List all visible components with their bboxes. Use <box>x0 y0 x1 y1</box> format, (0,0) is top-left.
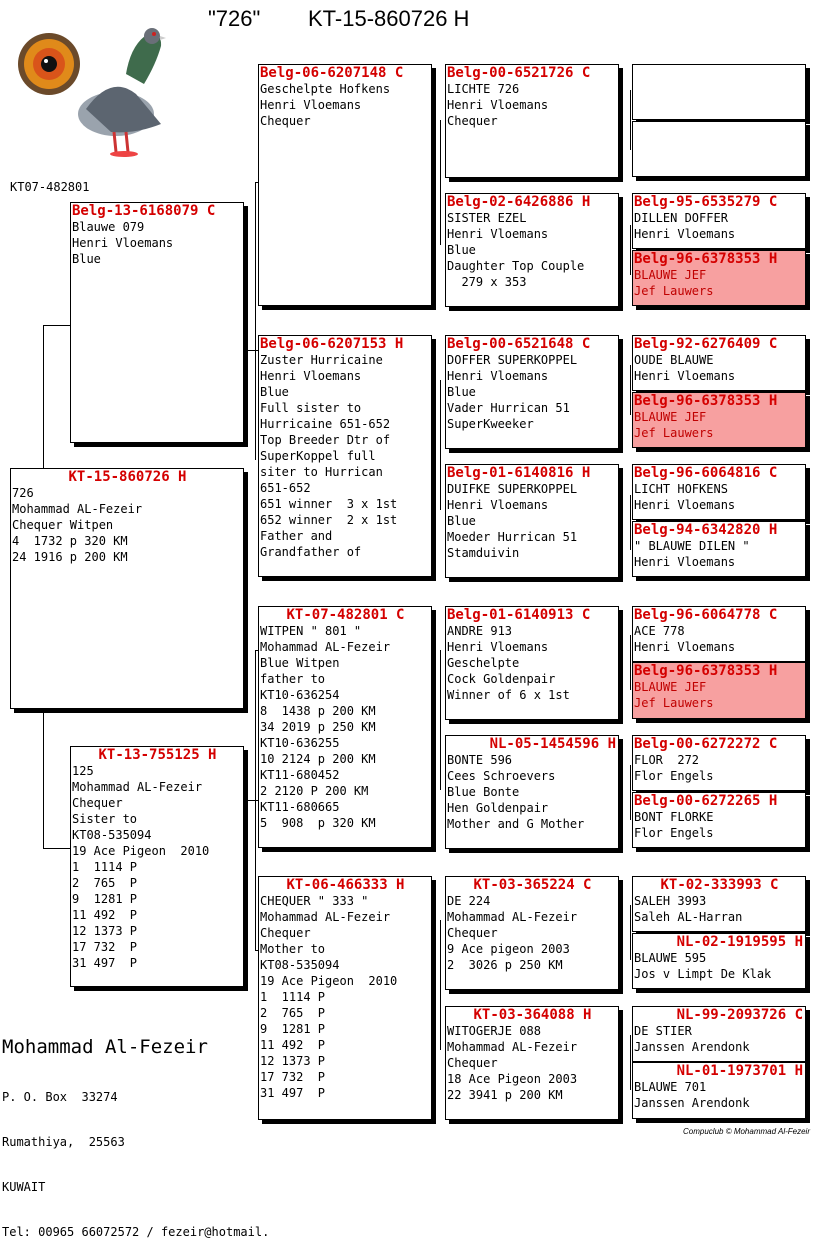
ring-number: Belg-13-6168079 C <box>72 203 216 219</box>
line: Chequer <box>447 114 498 128</box>
line: BLAUWE JEF <box>634 410 707 424</box>
line: Blue <box>72 252 101 266</box>
line: 9 1281 P <box>260 1022 326 1036</box>
ring-number: Belg-96-6378353 H <box>634 251 778 267</box>
ring-number: Belg-00-6521648 C <box>447 336 591 352</box>
line: Blue Bonte <box>447 785 520 799</box>
line: Henri Vloemans <box>634 640 736 654</box>
owner-address <box>2 1060 269 1255</box>
pedigree-g7[interactable] <box>632 464 806 520</box>
line: Cees Schroevers <box>447 769 556 783</box>
pedigree-sd[interactable] <box>258 335 432 577</box>
line: Stamduivin <box>447 546 520 560</box>
pigeon-with-eye-image <box>16 14 166 164</box>
line: Mother to <box>260 942 326 956</box>
line: Henri Vloemans <box>634 555 736 569</box>
line: Henri Vloemans <box>260 369 362 383</box>
line: Henri Vloemans <box>447 640 549 654</box>
owner-line: KUWAIT <box>2 1180 46 1194</box>
line: 11 492 P <box>72 908 138 922</box>
ring-number: NL-99-2093726 C <box>676 1007 803 1023</box>
line: 5 908 p 320 KM <box>260 816 376 830</box>
line: Chequer <box>260 926 311 940</box>
pedigree-ssd[interactable] <box>445 193 619 307</box>
line: Henri Vloemans <box>634 369 736 383</box>
pedigree-g8[interactable] <box>632 521 806 577</box>
line: BONT FLORKE <box>634 810 714 824</box>
line: 125 <box>72 764 94 778</box>
line: 2 765 P <box>72 876 138 890</box>
line: 651 winner 3 x 1st <box>260 497 398 511</box>
line: CHEQUER " 333 " <box>260 894 369 908</box>
ring-number: Belg-06-6207148 C <box>260 65 404 81</box>
pedigree-g2[interactable] <box>632 121 806 177</box>
line: 2 3026 p 250 KM <box>447 958 563 972</box>
line: Henri Vloemans <box>447 498 549 512</box>
line: 11 492 P <box>260 1038 326 1052</box>
pedigree-sire[interactable] <box>70 202 244 443</box>
line: 9 1281 P <box>72 892 138 906</box>
line: 2 765 P <box>260 1006 326 1020</box>
line: SISTER EZEL <box>447 211 527 225</box>
line: 34 2019 p 250 KM <box>260 720 376 734</box>
ring-number: Belg-92-6276409 C <box>634 336 778 352</box>
line: 31 497 P <box>72 956 138 970</box>
ring-number: KT-02-333993 C <box>660 877 779 893</box>
line: Blue <box>260 385 289 399</box>
ring-number: Belg-01-6140816 H <box>447 465 591 481</box>
line: father to <box>260 672 326 686</box>
line: 4 1732 p 320 KM <box>12 534 128 548</box>
line: 279 x 353 <box>447 275 527 289</box>
line: Geschelpte Hofkens <box>260 82 391 96</box>
line: Vader Hurrican 51 <box>447 401 570 415</box>
pedigree-g4[interactable] <box>632 250 806 306</box>
line: Top Breeder Dtr of <box>260 433 391 447</box>
pedigree-g9[interactable] <box>632 606 806 662</box>
line: Henri Vloemans <box>447 369 549 383</box>
line: Chequer Witpen <box>12 518 114 532</box>
pedigree-g15[interactable] <box>632 1006 806 1062</box>
line: 31 497 P <box>260 1086 326 1100</box>
photo-caption: KT07-482801 <box>10 180 90 194</box>
line: WITPEN " 801 " <box>260 624 362 638</box>
line: Father and <box>260 529 333 543</box>
line: Blauwe 079 <box>72 220 145 234</box>
ring-number: NL-02-1919595 H <box>676 934 803 950</box>
line: Henri Vloemans <box>634 227 736 241</box>
line: 18 Ace Pigeon 2003 <box>447 1072 578 1086</box>
pedigree-dds[interactable] <box>445 876 619 990</box>
line: Winner of 6 x 1st <box>447 688 570 702</box>
line: BONTE 596 <box>447 753 513 767</box>
line: WITOGERJE 088 <box>447 1024 541 1038</box>
line: 17 732 P <box>72 940 138 954</box>
line: Blue <box>447 243 476 257</box>
line: Jef Lauwers <box>634 696 714 710</box>
pedigree-sds[interactable] <box>445 335 619 449</box>
line: Henri Vloemans <box>447 227 549 241</box>
line: Mohammad AL-Fezeir <box>447 1040 578 1054</box>
line: Flor Engels <box>634 769 714 783</box>
line: Jef Lauwers <box>634 284 714 298</box>
line: SuperKweeker <box>447 417 534 431</box>
line: Blue <box>447 514 476 528</box>
line: Zuster Hurricaine <box>260 353 383 367</box>
ring-number: Belg-96-6378353 H <box>634 663 778 679</box>
line: 12 1373 P <box>72 924 138 938</box>
line: DUIFKE SUPERKOPPEL <box>447 482 578 496</box>
pedigree-sdd[interactable] <box>445 464 619 578</box>
line: Mohammad AL-Fezeir <box>260 640 391 654</box>
line: 1 1114 P <box>72 860 138 874</box>
line: Daughter Top Couple <box>447 259 585 273</box>
pedigree-g13[interactable] <box>632 876 806 932</box>
line: Janssen Arendonk <box>634 1040 750 1054</box>
line: Henri Vloemans <box>447 98 549 112</box>
pedigree-g6[interactable] <box>632 392 806 448</box>
line: SALEH 3993 <box>634 894 707 908</box>
pigeon-ring-title: KT-15-860726 H <box>308 6 470 31</box>
pedigree-g16[interactable] <box>632 1062 806 1119</box>
pedigree-g10[interactable] <box>632 662 806 719</box>
ring-number: KT-15-860726 H <box>68 469 187 485</box>
ring-number: Belg-96-6378353 H <box>634 393 778 409</box>
ring-number: Belg-02-6426886 H <box>447 194 591 210</box>
line: KT11-680665 <box>260 800 340 814</box>
line: 17 732 P <box>260 1070 326 1084</box>
line: Geschelpte <box>447 656 520 670</box>
line: Mohammad AL-Fezeir <box>260 910 391 924</box>
line: 652 winner 2 x 1st <box>260 513 398 527</box>
line: Saleh AL-Harran <box>634 910 743 924</box>
line: DE 224 <box>447 894 491 908</box>
owner-line: P. O. Box 33274 <box>2 1090 118 1104</box>
pedigree-g1[interactable] <box>632 64 806 120</box>
pedigree-sss[interactable] <box>445 64 619 178</box>
owner-line: Tel: 00965 66072572 / fezeir@hotmail. <box>2 1225 270 1239</box>
ring-number: KT-07-482801 C <box>286 607 405 623</box>
ring-number: Belg-06-6207153 H <box>260 336 404 352</box>
pedigree-g12[interactable] <box>632 792 806 848</box>
line: Henri Vloemans <box>260 98 362 112</box>
pedigree-g14[interactable] <box>632 933 806 989</box>
line: Chequer <box>72 796 123 810</box>
ring-number: NL-05-1454596 H <box>489 736 616 752</box>
ring-number: Belg-00-6521726 C <box>447 65 591 81</box>
ring-number: KT-03-364088 H <box>473 1007 592 1023</box>
line: Blue <box>447 385 476 399</box>
line: KT08-535094 <box>260 958 340 972</box>
pedigree-ddd[interactable] <box>445 1006 619 1120</box>
line: BLAUWE JEF <box>634 268 707 282</box>
line: BLAUWE 595 <box>634 951 707 965</box>
line: Full sister to <box>260 401 362 415</box>
line: siter to Hurrican <box>260 465 383 479</box>
line: Janssen Arendonk <box>634 1096 750 1110</box>
line: 12 1373 P <box>260 1054 326 1068</box>
line: Mohammad AL-Fezeir <box>72 780 203 794</box>
line: KT10-636254 <box>260 688 340 702</box>
line: Blue Witpen <box>260 656 340 670</box>
pigeon-name-title: "726" <box>208 6 261 31</box>
owner-line: Rumathiya, 25563 <box>2 1135 125 1149</box>
pedigree-ss[interactable] <box>258 64 432 306</box>
ring-number: Belg-01-6140913 C <box>447 607 591 623</box>
line: Henri Vloemans <box>72 236 174 250</box>
pedigree-dam[interactable] <box>70 746 244 987</box>
line: Moeder Hurrican 51 <box>447 530 578 544</box>
line: Mohammad AL-Fezeir <box>12 502 143 516</box>
line: Henri Vloemans <box>634 498 736 512</box>
line: SuperKoppel full <box>260 449 376 463</box>
ring-number: Belg-96-6064778 C <box>634 607 778 623</box>
ring-number: Belg-95-6535279 C <box>634 194 778 210</box>
ring-number: Belg-94-6342820 H <box>634 522 778 538</box>
line: OUDE BLAUWE <box>634 353 714 367</box>
line: DILLEN DOFFER <box>634 211 728 225</box>
line: Grandfather of <box>260 545 362 559</box>
line: 9 Ace pigeon 2003 <box>447 942 570 956</box>
line: 651-652 <box>260 481 311 495</box>
line: Jef Lauwers <box>634 426 714 440</box>
line: Flor Engels <box>634 826 714 840</box>
line: 19 Ace Pigeon 2010 <box>72 844 210 858</box>
owner-name: Mohammad Al-Fezeir <box>2 1036 208 1058</box>
footer-credit: Compuclub © Mohammad Al-Fezeir <box>683 1127 810 1136</box>
line: Hurricaine 651-652 <box>260 417 391 431</box>
line: Hen Goldenpair <box>447 801 549 815</box>
pedigree-g5[interactable] <box>632 335 806 391</box>
line: Chequer <box>447 1056 498 1070</box>
line: 8 1438 p 200 KM <box>260 704 376 718</box>
pedigree-ds[interactable] <box>258 606 432 848</box>
line: LICHTE 726 <box>447 82 520 96</box>
pedigree-g3[interactable] <box>632 193 806 249</box>
ring-number: KT-13-755125 H <box>98 747 217 763</box>
line: KT11-680452 <box>260 768 340 782</box>
line: ANDRE 913 <box>447 624 513 638</box>
line: BLAUWE 701 <box>634 1080 707 1094</box>
ring-number: Belg-96-6064816 C <box>634 465 778 481</box>
ring-number: Belg-00-6272272 C <box>634 736 778 752</box>
line: 1 1114 P <box>260 990 326 1004</box>
line: Sister to <box>72 812 138 826</box>
line: LICHT HOFKENS <box>634 482 728 496</box>
line: " BLAUWE DILEN " <box>634 539 750 553</box>
line: KT10-636255 <box>260 736 340 750</box>
ring-number: KT-03-365224 C <box>473 877 592 893</box>
pedigree-dd[interactable] <box>258 876 432 1120</box>
pedigree-subject[interactable] <box>10 468 244 709</box>
pedigree-g11[interactable] <box>632 735 806 791</box>
line: Chequer <box>260 114 311 128</box>
line: 19 Ace Pigeon 2010 <box>260 974 398 988</box>
ring-number: NL-01-1973701 H <box>676 1063 803 1079</box>
ring-number: KT-06-466333 H <box>286 877 405 893</box>
pedigree-dss[interactable] <box>445 606 619 720</box>
ring-number: Belg-00-6272265 H <box>634 793 778 809</box>
line: 10 2124 p 200 KM <box>260 752 376 766</box>
line: 22 3941 p 200 KM <box>447 1088 563 1102</box>
line: DOFFER SUPERKOPPEL <box>447 353 578 367</box>
line: Mohammad AL-Fezeir <box>447 910 578 924</box>
line: Chequer <box>447 926 498 940</box>
line: DE STIER <box>634 1024 692 1038</box>
line: Mother and G Mother <box>447 817 585 831</box>
line: BLAUWE JEF <box>634 680 707 694</box>
line: ACE 778 <box>634 624 685 638</box>
line: KT08-535094 <box>72 828 152 842</box>
line: FLOR 272 <box>634 753 700 767</box>
line: 726 <box>12 486 34 500</box>
pedigree-dsd[interactable] <box>445 735 619 849</box>
line: Jos v Limpt De Klak <box>634 967 772 981</box>
line: 2 2120 P 200 KM <box>260 784 369 798</box>
line: 24 1916 p 200 KM <box>12 550 128 564</box>
line: Cock Goldenpair <box>447 672 556 686</box>
